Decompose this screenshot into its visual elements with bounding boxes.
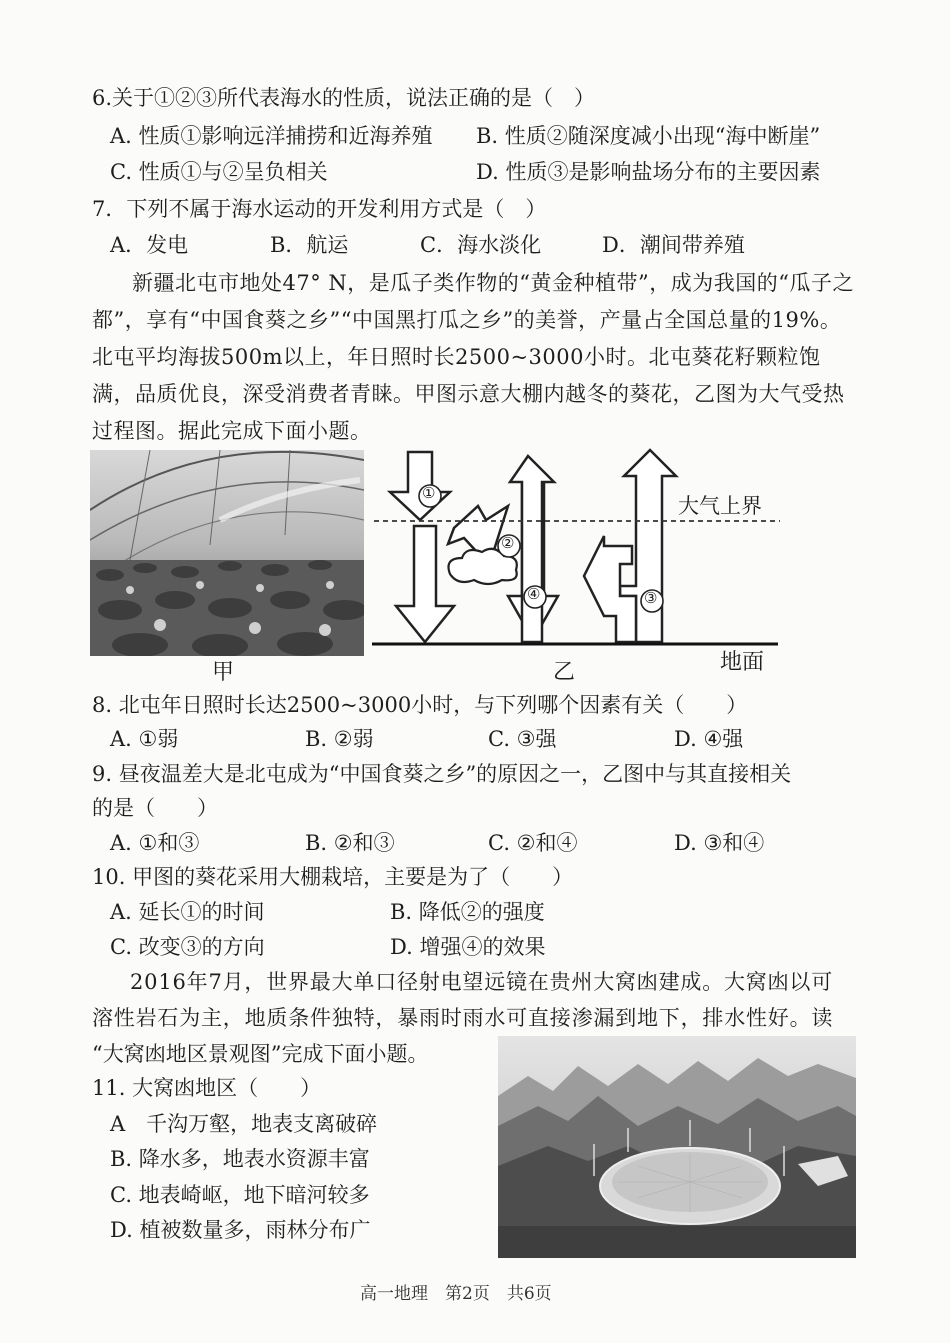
q9-option-c: C. ②和④ [488,831,578,855]
passage-fast-line3: “大窝凼地区景观图”完成下面小题。 [92,1042,429,1066]
q11-option-d: D. 植被数量多，雨林分布广 [110,1218,371,1242]
q7-option-a: A．发电 [110,233,189,257]
q11-option-c: C. 地表崎岖，地下暗河较多 [110,1183,370,1207]
q10-option-d: D. 增强④的效果 [390,935,546,959]
arrow-to-ground [396,526,454,642]
question-9-stem-line1: 9. 昼夜温差大是北屯成为“中国食葵之乡”的原因之一，乙图中与其直接相关 [92,762,792,786]
q6-option-b: B. 性质②随深度减小出现“海中断崖” [476,124,821,148]
label-ground: 地面 [720,650,765,675]
figure-a-caption: 甲 [212,660,235,685]
q6-option-d: D. 性质③是影响盐场分布的主要因素 [476,160,821,184]
q11-option-b: B. 降水多，地表水资源丰富 [110,1147,370,1171]
arrow-1-incoming [390,452,450,520]
passage-fast-line1: 2016年7月，世界最大单口径射电望远镜在贵州大窝凼建成。大窝凼以可 [130,970,834,994]
q9-option-b: B. ②和③ [305,831,395,855]
question-7-stem: 7．下列不属于海水运动的开发利用方式是（ ） [92,197,547,221]
label-4: ④ [527,585,541,603]
fast-telescope-photo [498,1036,856,1258]
q8-option-b: B. ②弱 [305,727,374,751]
passage-beitun: 新疆北屯市地处47° N，是瓜子类作物的“黄金种植带”，成为我国的“瓜子之都”，享有“中国食葵之乡”“中国黑打瓜之乡”的美誉，产量占全国总量的19%。北屯平均海拔500m以上，年日照时长2500~3000小时。北屯葵花籽颗粒饱满，品质优良，深受消费者青睐。甲图示意大棚内越冬的葵花，乙图为大气受热过程图。据此完成下面小题。 [92,271,854,443]
q10-option-c: C. 改变③的方向 [110,935,265,959]
question-9-stem-line2: 的是（ ） [92,796,218,820]
q10-option-b: B. 降低②的强度 [390,900,545,924]
passage-fast-line2: 溶性岩石为主，地质条件独特，暴雨时雨水可直接渗漏到地下，排水性好。读 [92,1006,834,1030]
label-top-of-atmosphere: 大气上界 [678,494,762,518]
q7-option-b: B．航运 [270,233,349,257]
atmosphere-heating-diagram [370,446,780,686]
greenhouse-photo [90,450,364,656]
q8-option-a: A. ①弱 [110,727,179,751]
question-6-stem: 6.关于①②③所代表海水的性质，说法正确的是（ ） [92,86,596,110]
q6-option-c: C. 性质①与②呈负相关 [110,160,328,184]
label-2: ② [501,534,515,552]
q8-option-d: D. ④强 [674,727,744,751]
question-11-stem: 11. 大窝凼地区（ ） [92,1076,322,1100]
q11-option-a: A 千沟万壑，地表支离破碎 [110,1112,378,1136]
page-footer: 高一地理 第2页 共6页 [360,1284,552,1304]
figure-b-caption: 乙 [553,660,576,685]
q6-option-a: A. 性质①影响远洋捕捞和近海养殖 [110,124,433,148]
q7-option-c: C．海水淡化 [420,233,542,257]
q10-option-a: A. 延长①的时间 [110,900,265,924]
label-3: ③ [644,589,658,607]
question-8-stem: 8. 北屯年日照时长达2500~3000小时，与下列哪个因素有关（ ） [92,693,748,717]
q7-option-d: D．潮间带养殖 [602,233,745,257]
q9-option-a: A. ①和③ [110,831,200,855]
q8-option-c: C. ③强 [488,727,557,751]
label-1: ① [422,484,436,502]
q9-option-d: D. ③和④ [674,831,765,855]
question-10-stem: 10. 甲图的葵花采用大棚栽培，主要是为了（ ） [92,865,574,889]
